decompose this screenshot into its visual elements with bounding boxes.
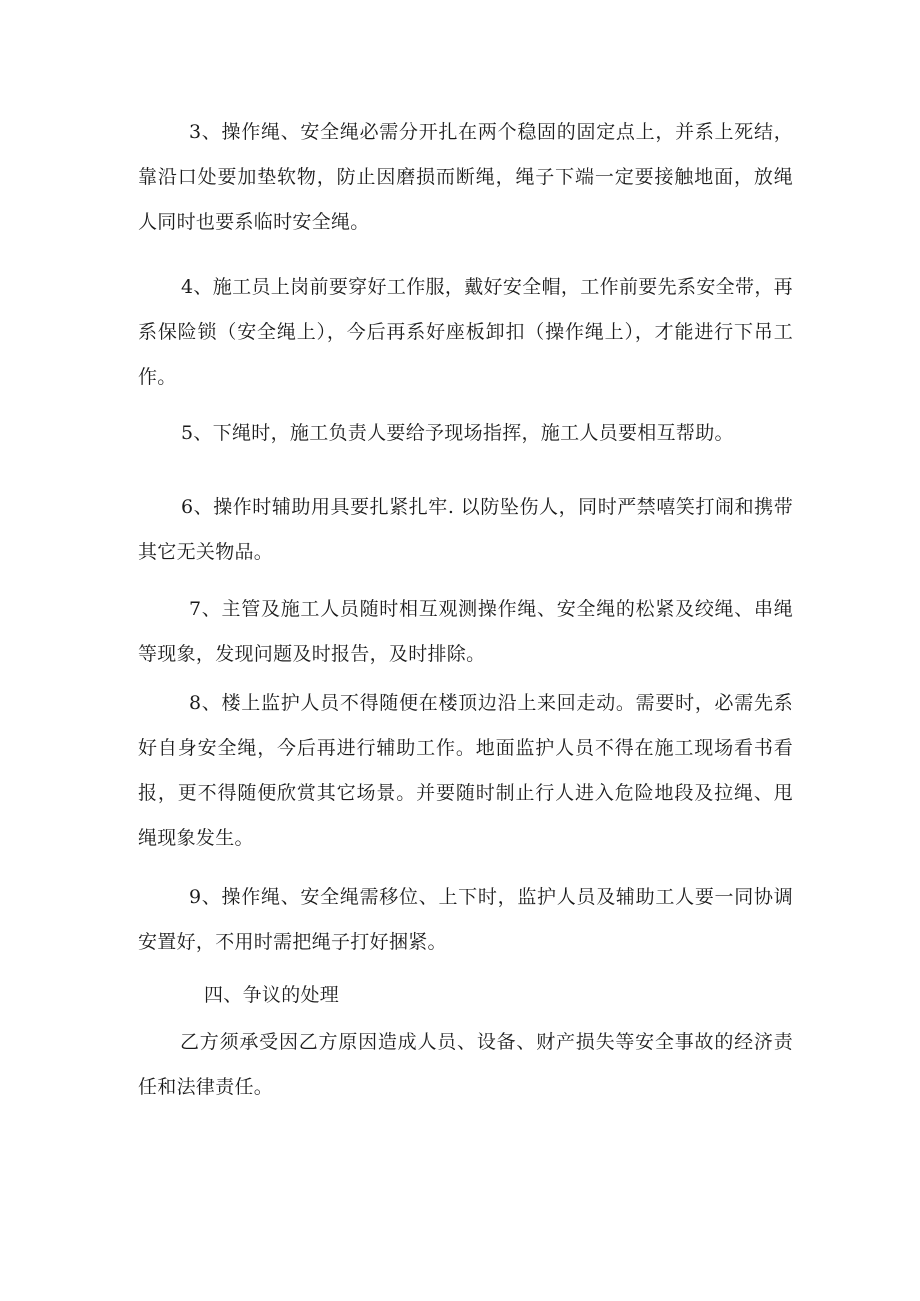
paragraph-item-8: 8、楼上监护人员不得随便在楼顶边沿上来回走动。需要时，必需先系好自身安全绳，今后再进行辅助工作。地面监护人员不得在施工现场看书看报，更不得随便欣赏其它场景。并要随时制止行人进入危险地段及拉绳、甩绳现象发生。 — [138, 692, 793, 849]
section-heading: 四、争议的处理 — [204, 984, 340, 1006]
paragraph-item-9: 9、操作绳、安全绳需移位、上下时，监护人员及辅助工人要一同协调安置好，不用时需把绳子打好捆紧。 — [138, 886, 793, 953]
paragraph-item-6: 6、操作时辅助用具要扎紧扎牢. 以防坠伤人，同时严禁嘻笑打闹和携带其它无关物品。 — [138, 496, 793, 563]
paragraph-item-4: 4、施工员上岗前要穿好工作服，戴好安全帽，工作前要先系安全带，再系保险锁（安全绳上），今后再系好座板卸扣（操作绳上），才能进行下吊工作。 — [138, 276, 793, 388]
paragraph-item-7: 7、主管及施工人员随时相互观测操作绳、安全绳的松紧及绞绳、串绳等现象，发现问题及时报告，及时排除。 — [138, 598, 793, 665]
paragraph-item-5: 5、下绳时，施工负责人要给予现场指挥，施工人员要相互帮助。 — [181, 422, 734, 444]
closing-paragraph: 乙方须承受因乙方原因造成人员、设备、财产损失等安全事故的经济责任和法律责任。 — [138, 1031, 793, 1098]
paragraph-item-3: 3、操作绳、安全绳必需分开扎在两个稳固的固定点上，并系上死结，靠沿口处要加垫软物，防止因磨损而断绳，绳子下端一定要接触地面，放绳人同时也要系临时安全绳。 — [138, 121, 793, 233]
